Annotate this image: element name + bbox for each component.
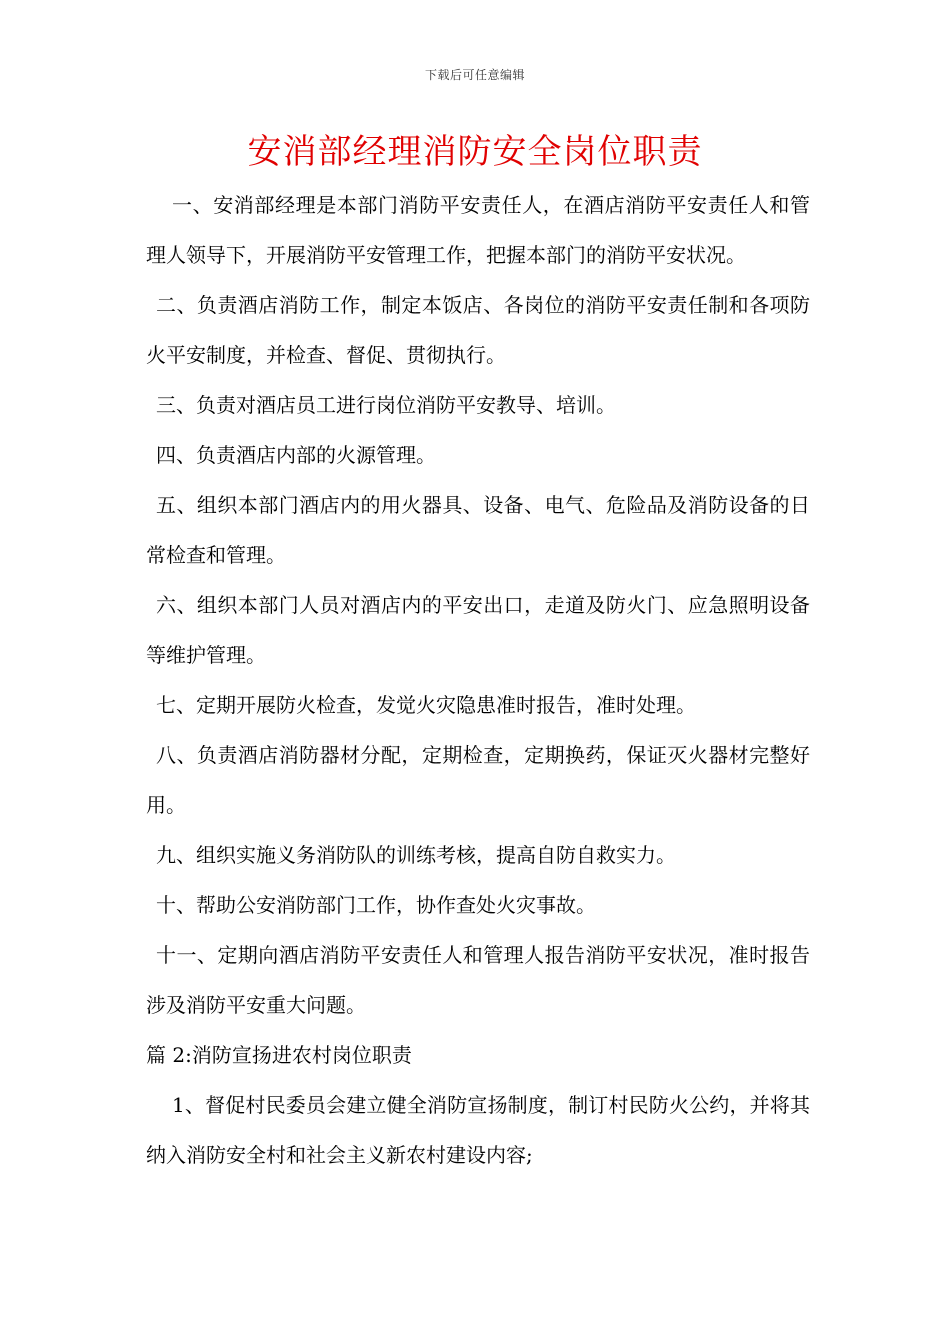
- paragraph-8: 八、负责酒店消防器材分配，定期检查，定期换药，保证灭火器材完整好用。: [146, 743, 810, 817]
- paragraph-6: 六、组织本部门人员对酒店内的平安出口，走道及防火门、应急照明设备等维护管理。: [146, 593, 810, 667]
- paragraph-7: 七、定期开展防火检查，发觉火灾隐患准时报告，准时处理。: [156, 693, 696, 717]
- document-title: 安消部经理消防安全岗位职责: [247, 132, 703, 172]
- paragraph-9: 九、组织实施义务消防队的训练考核，提高自防自救实力。: [156, 843, 676, 867]
- paragraph-11: 十一、定期向酒店消防平安责任人和管理人报告消防平安状况，准时报告涉及消防平安重大问题。: [146, 943, 810, 1017]
- paragraph-3: 三、负责对酒店员工进行岗位消防平安教导、培训。: [156, 393, 616, 417]
- section-2-heading: 篇 2:消防宣扬进农村岗位职责: [146, 1043, 412, 1067]
- header-note: 下载后可任意编辑: [424, 68, 525, 82]
- paragraph-2: 二、负责酒店消防工作，制定本饭店、各岗位的消防平安责任制和各项防火平安制度，并检查、督促、贯彻执行。: [146, 293, 810, 367]
- paragraph-1: 一、安消部经理是本部门消防平安责任人，在酒店消防平安责任人和管理人领导下，开展消防平安管理工作，把握本部门的消防平安状况。: [146, 193, 810, 267]
- section-2-paragraph-1: 1、督促村民委员会建立健全消防宣扬制度，制订村民防火公约，并将其纳入消防安全村和社会主义新农村建设内容;: [146, 1093, 810, 1167]
- document-body: [146, 180, 810, 1180]
- paragraph-5: 五、组织本部门酒店内的用火器具、设备、电气、危险品及消防设备的日常检查和管理。: [146, 493, 810, 567]
- paragraph-4: 四、负责酒店内部的火源管理。: [156, 443, 436, 467]
- paragraph-10: 十、帮助公安消防部门工作，协作查处火灾事故。: [156, 893, 596, 917]
